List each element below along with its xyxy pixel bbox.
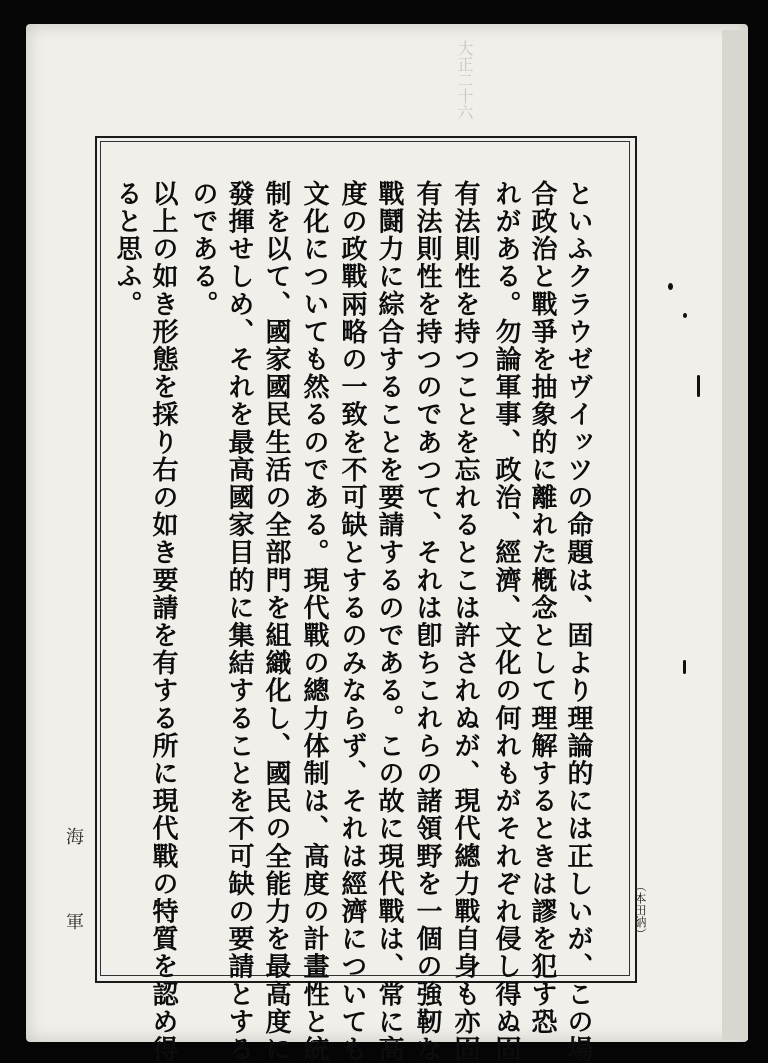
author-note: （本田納） [633,880,647,940]
faded-stamp: 大正二十六 [455,40,474,120]
text-column-10: 發揮せしめ、それを最高國家目的に集結することを不可缺の要請とする [224,180,254,1063]
ink-speck [683,660,686,674]
text-column-1: といふクラウゼヴイッツの命題は、固より理論的には正しいが、この場 [563,180,593,1063]
text-column-9: 制を以て、國家國民生活の全部門を組織化し、國民の全能力を最高度に [261,180,291,1063]
text-column-3: れがある。勿論軍事、政治、經濟、文化の何れもがそれぞれ侵し得ぬ固 [491,180,521,1063]
ink-speck [697,375,700,397]
ink-speck [668,283,673,290]
text-column-7: 度の政戰兩略の一致を不可缺とするのみならず、それは經濟についても [337,180,367,1063]
text-column-2: 合政治と戰爭を抽象的に離れた槪念として理解するときは謬を犯す恐 [527,180,557,1036]
text-column-8: 文化についても然るのである。現代戰の總力体制は、高度の計畫性と統 [299,180,329,1063]
page-edge-shadow [722,30,748,1040]
magazine-label-top: 海 [66,827,84,848]
ink-speck [683,313,687,318]
text-column-12: 以上の如き形態を採り右の如き要請を有する所に現代戰の特質を認め得 [148,180,178,1063]
text-column-4: 有法則性を持つことを忘れるとこは許されぬが、現代總力戰自身も亦固 [450,180,480,1063]
text-column-5: 有法則性を持つのであつて、それは卽ちこれらの諸領野を一個の強靭な [412,180,442,1063]
text-column-6: 戰鬪力に綜合することを要請するのである。この故に現代戰は、常に高 [374,180,404,1063]
text-column-11: のである。 [188,180,218,318]
magazine-label-bottom: 軍 [66,912,84,933]
text-column-13: ると思ふ。 [112,180,142,318]
